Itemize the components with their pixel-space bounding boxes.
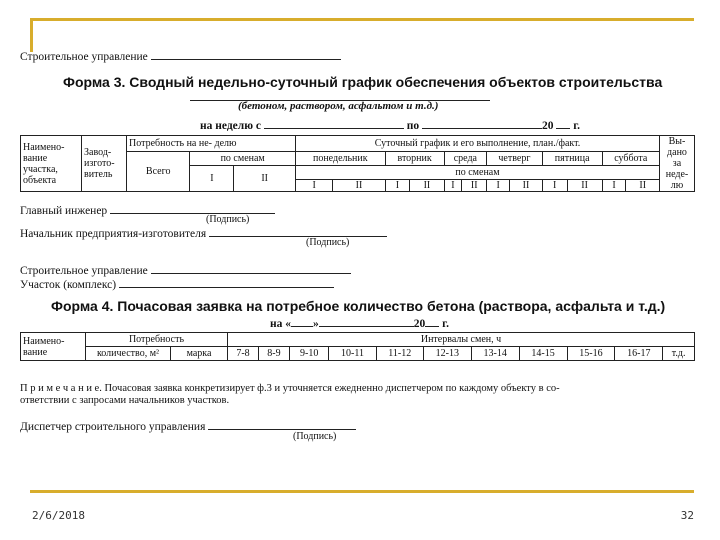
f3-col-schedule: Суточный график и его выполнение, план./факт. [295, 136, 659, 152]
date-suffix: г. [442, 318, 449, 330]
footer-page-number: 32 [680, 509, 694, 522]
blank-line [151, 48, 341, 60]
blank-line [208, 418, 356, 430]
blank-line [556, 117, 570, 129]
form4-note-cont: ответствии с запросами начальников участков. [20, 395, 230, 406]
f4-col-brand: марка [171, 347, 228, 361]
blank-line [425, 315, 439, 327]
f4-interval: 12-13 [423, 347, 471, 361]
form3-title: Форма 3. Сводный недельно-суточный график обеспечения объектов строительства [63, 74, 663, 90]
f4-col-name: Наимено- вание [21, 333, 86, 361]
f4-col-need: Потребность [86, 333, 228, 347]
date-prefix: на « [270, 318, 292, 330]
week-mid: по [406, 120, 420, 132]
form4-site-label: Участок (комплекс) [20, 279, 117, 291]
f3-day-shift: II [626, 180, 660, 192]
f3-day-shift: I [444, 180, 462, 192]
form3-subtitle: (бетоном, раствором, асфальтом и т.д.) [238, 100, 439, 112]
week-suffix: г. [573, 120, 581, 132]
plant-head-label: Начальник предприятия-изготовителя [20, 228, 207, 240]
form4-site-line [20, 276, 334, 291]
week-year: 20 [542, 120, 554, 132]
f4-interval: 14-15 [519, 347, 567, 361]
f3-day-2: среда [444, 152, 486, 166]
f3-day-4: пятница [542, 152, 602, 166]
chief-engineer-label: Главный инженер [20, 205, 108, 217]
blank-line [209, 225, 387, 237]
f3-day-3: четверг [487, 152, 543, 166]
signature-caption: (Подпись) [206, 214, 250, 225]
form3-table [20, 135, 695, 192]
f3-day-shift: II [410, 180, 444, 192]
form3-subtitle-line [190, 91, 439, 112]
f3-day-shift: I [385, 180, 410, 192]
f4-interval: т.д. [663, 347, 695, 361]
f3-day-shift: I [487, 180, 510, 192]
f4-col-qty: количество, м² [86, 347, 171, 361]
slide-left-rule [30, 18, 33, 52]
f3-col-plant: Завод- изгото- витель [82, 136, 127, 192]
signature-caption: (Подпись) [293, 431, 337, 442]
f3-day-shift: I [602, 180, 626, 192]
f3-col-total: Всего [127, 152, 190, 192]
f4-interval: 13-14 [471, 347, 519, 361]
f3-col-shifts: по сменам [190, 152, 296, 166]
f4-col-intervals: Интервалы смен, ч [228, 333, 695, 347]
f4-interval: 15-16 [567, 347, 615, 361]
f3-day-0: понедельник [295, 152, 385, 166]
f3-day-shift: II [510, 180, 542, 192]
form4-org-label: Строительное управление [20, 265, 148, 277]
f3-day-shift: I [542, 180, 567, 192]
f4-interval: 8-9 [258, 347, 289, 361]
date-year: 20 [413, 318, 426, 330]
blank-line [291, 315, 313, 327]
date-mid: » [313, 318, 319, 330]
f4-interval: 16-17 [615, 347, 663, 361]
f4-interval: 10-11 [329, 347, 376, 361]
f3-day-shift: I [295, 180, 332, 192]
footer-date: 2/6/2018 [32, 509, 85, 522]
f3-col-need: Потребность на не- делю [127, 136, 296, 152]
dispatcher-label: Диспетчер строительного управления [20, 421, 206, 433]
form3-org-line [20, 48, 341, 63]
f3-day-shift: II [567, 180, 602, 192]
form4-date-line [270, 315, 449, 330]
slide-bottom-rule [30, 490, 694, 493]
f4-interval: 7-8 [228, 347, 259, 361]
f3-shift-1: I [190, 166, 234, 192]
form4-title: Форма 4. Почасовая заявка на потребное количество бетона (раствора, асфальта и т.д.) [51, 298, 666, 314]
blank-line [119, 276, 334, 288]
form4-org-line [20, 262, 351, 277]
signature-caption: (Подпись) [306, 237, 350, 248]
f3-day-1: вторник [385, 152, 444, 166]
week-prefix: на неделю с [200, 120, 261, 132]
f3-day-shift: II [333, 180, 385, 192]
form4-table [20, 332, 695, 361]
f4-interval: 9-10 [289, 347, 328, 361]
f4-interval: 11-12 [376, 347, 423, 361]
form3-week-line [200, 117, 580, 132]
f3-by-shifts: по сменам [295, 166, 659, 180]
form3-org-label: Строительное управление [20, 51, 148, 63]
blank-line [264, 117, 404, 129]
f3-day-shift: II [462, 180, 487, 192]
blank-line [319, 315, 414, 327]
blank-line [151, 262, 351, 274]
f3-col-name: Наимено- вание участка, объекта [21, 136, 82, 192]
slide-top-rule [30, 18, 694, 21]
f3-shift-2: II [234, 166, 296, 192]
blank-line [110, 202, 275, 214]
f3-day-5: суббота [602, 152, 659, 166]
form4-note: П р и м е ч а н и е. Почасовая заявка конкретизирует ф.3 и уточняется ежедненно диспетчером по каждому объекту в со- [20, 383, 560, 394]
blank-line [422, 117, 542, 129]
f3-col-issued: Вы- дано за неде- лю [660, 136, 695, 192]
